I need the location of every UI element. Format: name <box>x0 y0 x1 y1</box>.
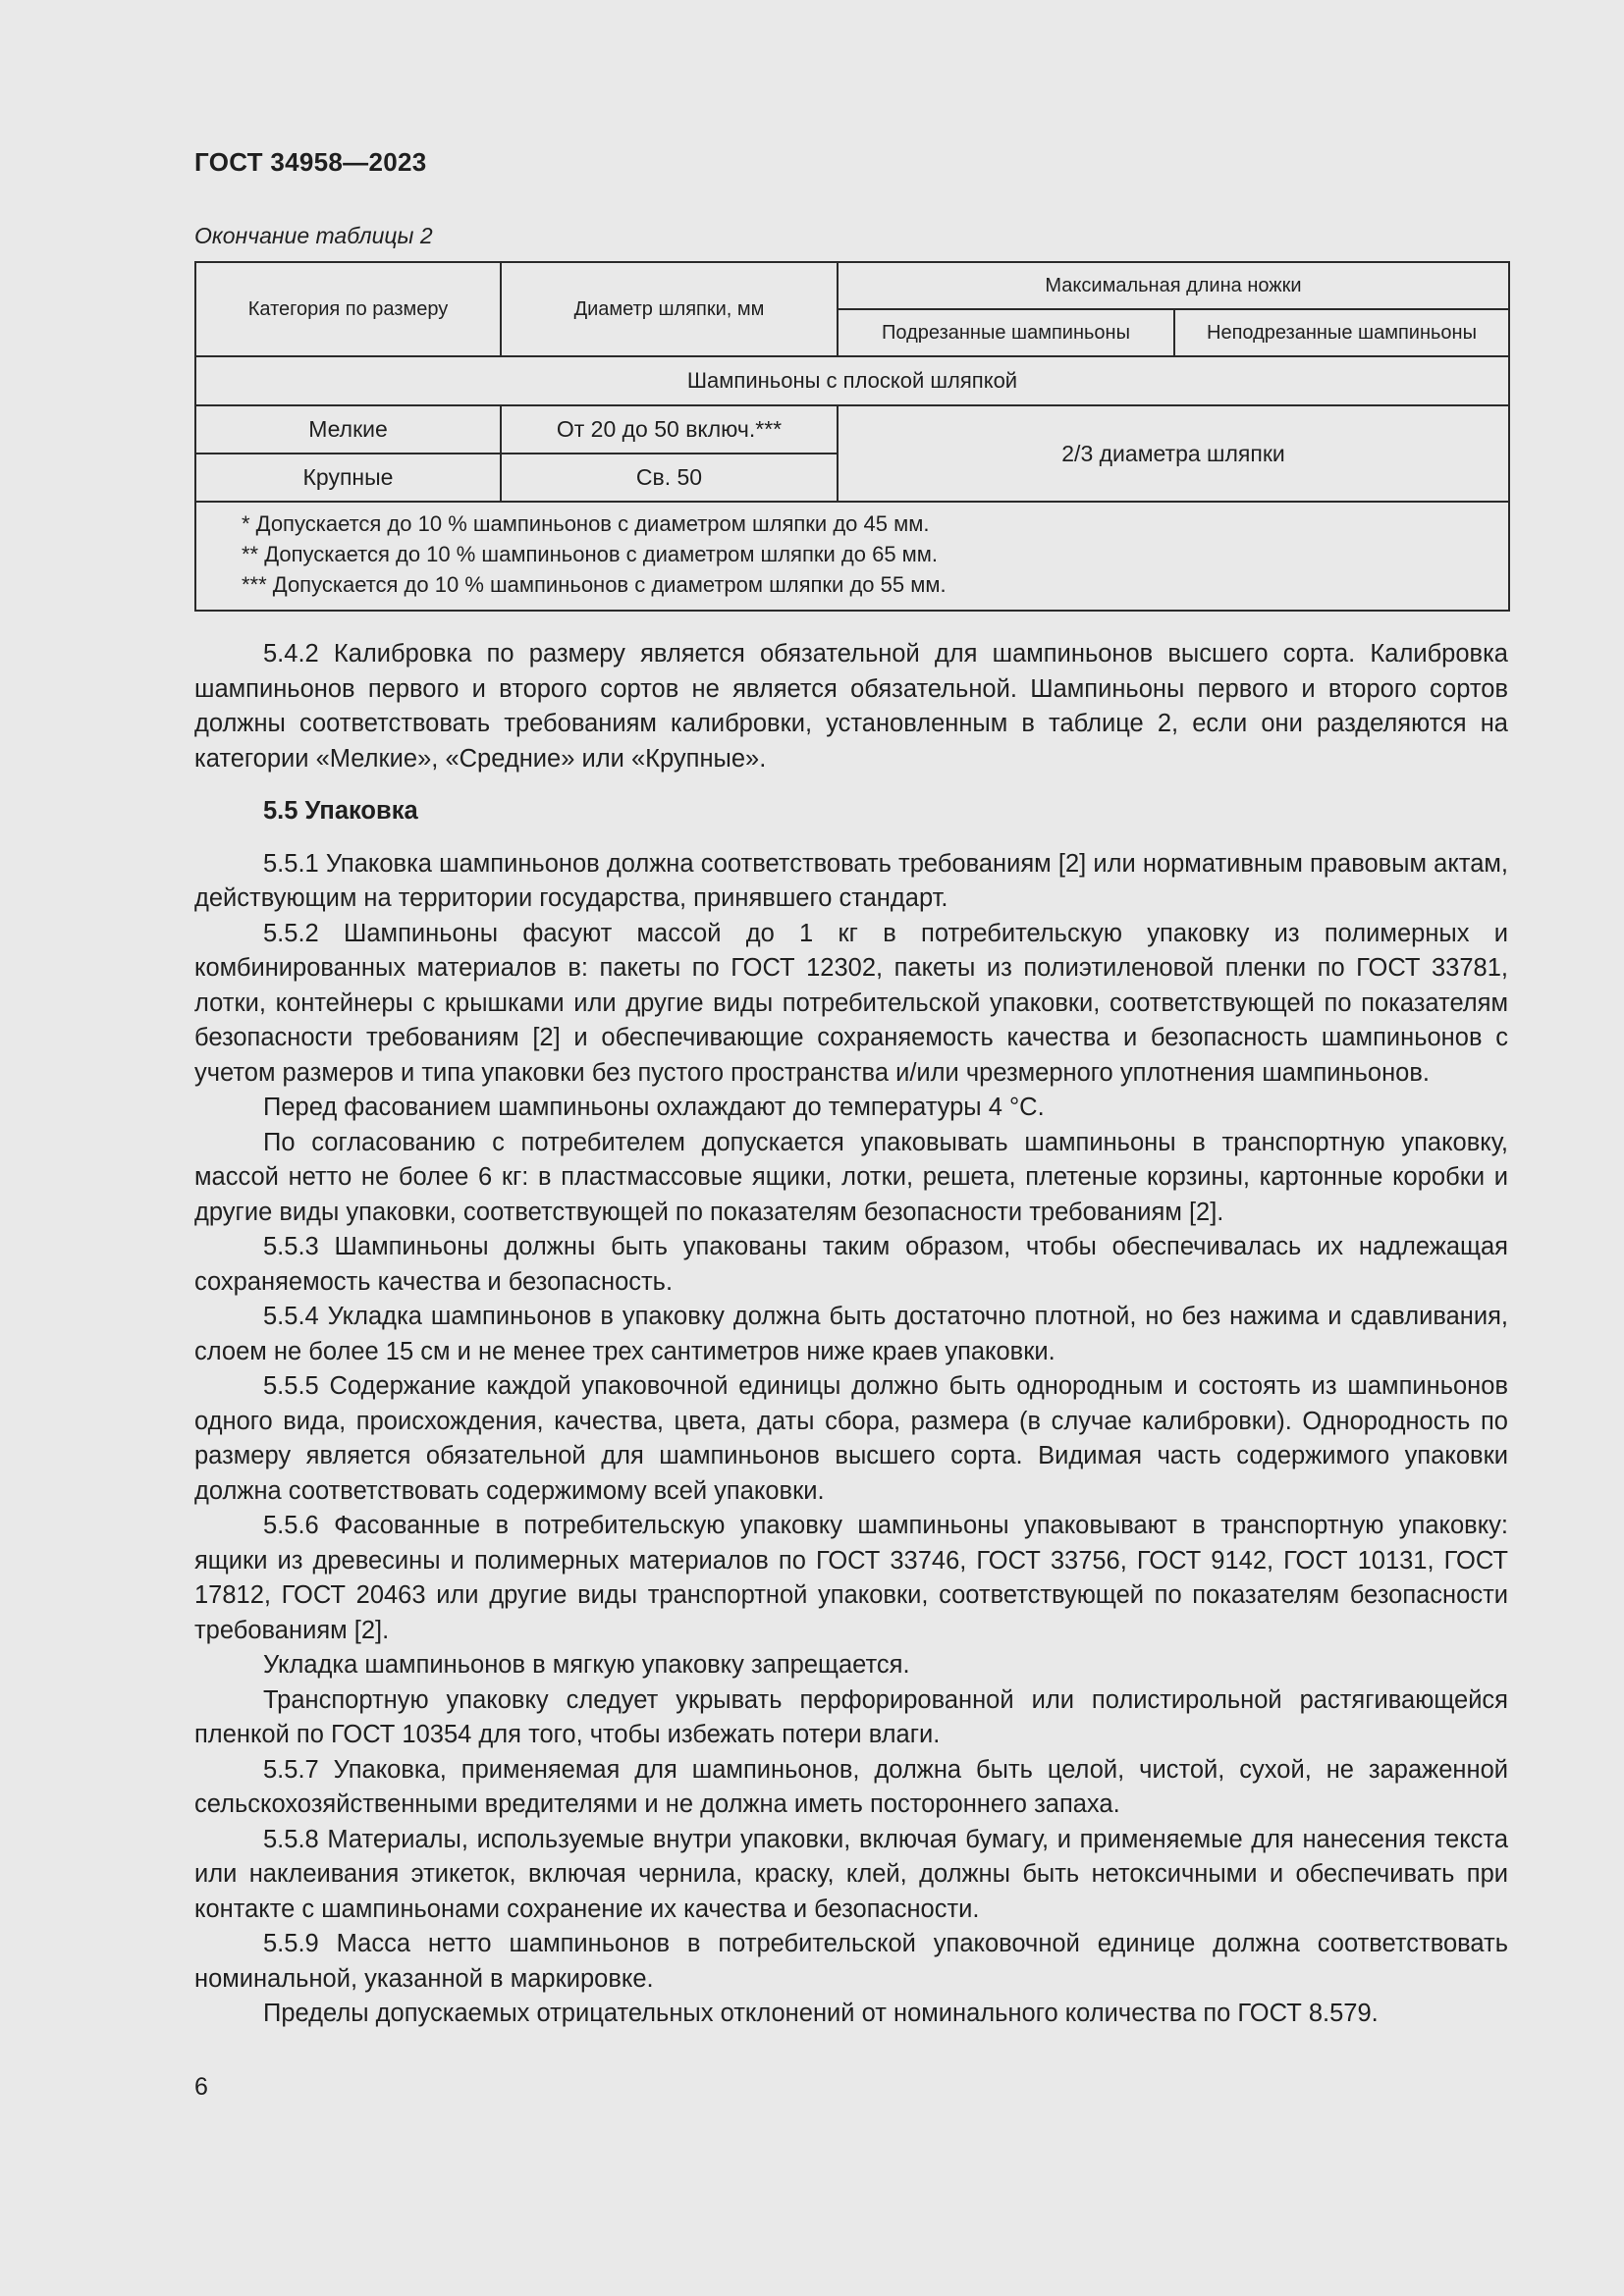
paragraph-5-5-9: 5.5.9 Масса нетто шампиньонов в потребительской упаковочной единице должна соответствовать номинальной, указанной в маркировке. <box>194 1930 1508 1993</box>
table-notes-row <box>195 502 1509 611</box>
table-note: * Допускается до 10 % шампиньонов с диаметром шляпки до 45 мм. <box>242 511 930 536</box>
document-page <box>194 147 1508 2032</box>
document-code: ГОСТ 34958—2023 <box>194 147 427 177</box>
paragraph-5-5-3: 5.5.3 Шампиньоны должны быть упакованы таким образом, чтобы обеспечивалась их надлежащая сохраняемость качества и безопасность. <box>194 1233 1508 1296</box>
table-caption: Окончание таблицы 2 <box>194 223 433 248</box>
size-category-table <box>194 261 1510 612</box>
body-text <box>194 637 1508 2032</box>
table-group-row <box>195 356 1509 405</box>
page-number: 6 <box>194 2073 208 2101</box>
paragraph-5-5-1: 5.5.1 Упаковка шампиньонов должна соответствовать требованиям [2] или нормативным правовым актам, действующим на территории государства, принявшего стандарт. <box>194 849 1508 912</box>
header-diameter: Диаметр шляпки, мм <box>501 262 838 356</box>
table-note: ** Допускается до 10 % шампиньонов с диаметром шляпки до 65 мм. <box>242 542 939 566</box>
paragraph-cover: Транспортную упаковку следует укрывать перфорированной или полистирольной растягивающейся пленкой по ГОСТ 10354 для того, чтобы избежать потери влаги. <box>194 1685 1508 1748</box>
paragraph-5-5-5: 5.5.5 Содержание каждой упаковочной единицы должно быть однородным и состоять из шампиньонов одного вида, происхождения, качества, цвета, даты сбора, размера (в случае калибровки). Однородность по размеру является обязательной для шампиньонов высшего сорта. Видимая часть содержимого упаковки должна соответствовать содержимому всей упаковки. <box>194 1372 1508 1505</box>
row-diameter: Св. 50 <box>501 454 838 502</box>
paragraph-5-4-2: 5.4.2 Калибровка по размеру является обязательной для шампиньонов высшего сорта. Калибровка шампиньонов первого и второго сортов не является обязательной. Шампиньоны первого и второго сортов должны соответствовать требованиям калибровки, установленным в таблице 2, если они разделяются на категории «Мелкие», «Средние» или «Крупные». <box>194 640 1508 773</box>
paragraph-5-5-2: 5.5.2 Шампиньоны фасуют массой до 1 кг в потребительскую упаковку из полимерных и комбинированных материалов в: пакеты по ГОСТ 12302, пакеты из полиэтиленовой пленки по ГОСТ 33781, лотки, контейнеры с крышками или другие виды потребительской упаковки, соответствующей по показателям безопасности требованиям [2] и обеспечивающие сохраняемость качества и безопасность шампиньонов с учетом размеров и типа упаковки без пустого пространства и/или чрезмерного уплотнения шампиньонов. <box>194 919 1508 1087</box>
row-category: Крупные <box>195 454 501 502</box>
paragraph-limits: Пределы допускаемых отрицательных отклонений от номинального количества по ГОСТ 8.579. <box>263 2000 1379 2027</box>
paragraph-5-5-8: 5.5.8 Материалы, используемые внутри упаковки, включая бумагу, и применяемые для нанесения текста или наклеивания этикеток, включая чернила, краску, клей, должны быть нетоксичными и обеспечивать при контакте с шампиньонами сохранение их качества и безопасности. <box>194 1825 1508 1923</box>
paragraph-5-5-4: 5.5.4 Укладка шампиньонов в упаковку должна быть достаточно плотной, но без нажима и сдавливания, слоем не более 15 см и не менее трех сантиметров ниже краев упаковки. <box>194 1303 1508 1365</box>
row-diameter: От 20 до 50 включ.*** <box>501 405 838 454</box>
paragraph-agreement: По согласованию с потребителем допускается упаковывать шампиньоны в транспортную упаковку, массой нетто не более 6 кг: в пластмассовые ящики, лотки, решета, плетеные корзины, картонные коробки и другие виды упаковки, соответствующей по показателям безопасности требованиям [2]. <box>194 1128 1508 1226</box>
paragraph-soft-packaging: Укладка шампиньонов в мягкую упаковку запрещается. <box>263 1651 910 1679</box>
paragraph-5-5-7: 5.5.7 Упаковка, применяемая для шампиньонов, должна быть целой, чистой, сухой, не зараженной сельскохозяйственными вредителями и не должна иметь постороннего запаха. <box>194 1755 1508 1818</box>
paragraph-cooling: Перед фасованием шампиньоны охлаждают до температуры 4 °С. <box>263 1094 1045 1121</box>
header-category: Категория по размеру <box>195 262 501 356</box>
table-header-row <box>195 262 1509 309</box>
table-notes <box>195 502 1509 611</box>
paragraph-5-5-6: 5.5.6 Фасованные в потребительскую упаковку шампиньоны упаковывают в транспортную упаковку: ящики из древесины и полимерных материалов по ГОСТ 33746, ГОСТ 33756, ГОСТ 9142, ГОСТ 10131, ГОСТ 17812, ГОСТ 20463 или другие виды транспортной упаковки, соответствующей по показателям безопасности требованиям [2]. <box>194 1512 1508 1644</box>
header-untrimmed: Неподрезанные шампиньоны <box>1174 309 1509 356</box>
group-title: Шампиньоны с плоской шляпкой <box>195 356 1509 405</box>
table-row <box>195 405 1509 454</box>
header-max-length: Максимальная длина ножки <box>838 262 1509 309</box>
section-title-packaging: 5.5 Упаковка <box>263 797 418 825</box>
table-note: *** Допускается до 10 % шампиньонов с диаметром шляпки до 55 мм. <box>242 572 947 597</box>
merged-length-cell: 2/3 диаметра шляпки <box>838 405 1509 502</box>
row-category: Мелкие <box>195 405 501 454</box>
header-trimmed: Подрезанные шампиньоны <box>838 309 1174 356</box>
